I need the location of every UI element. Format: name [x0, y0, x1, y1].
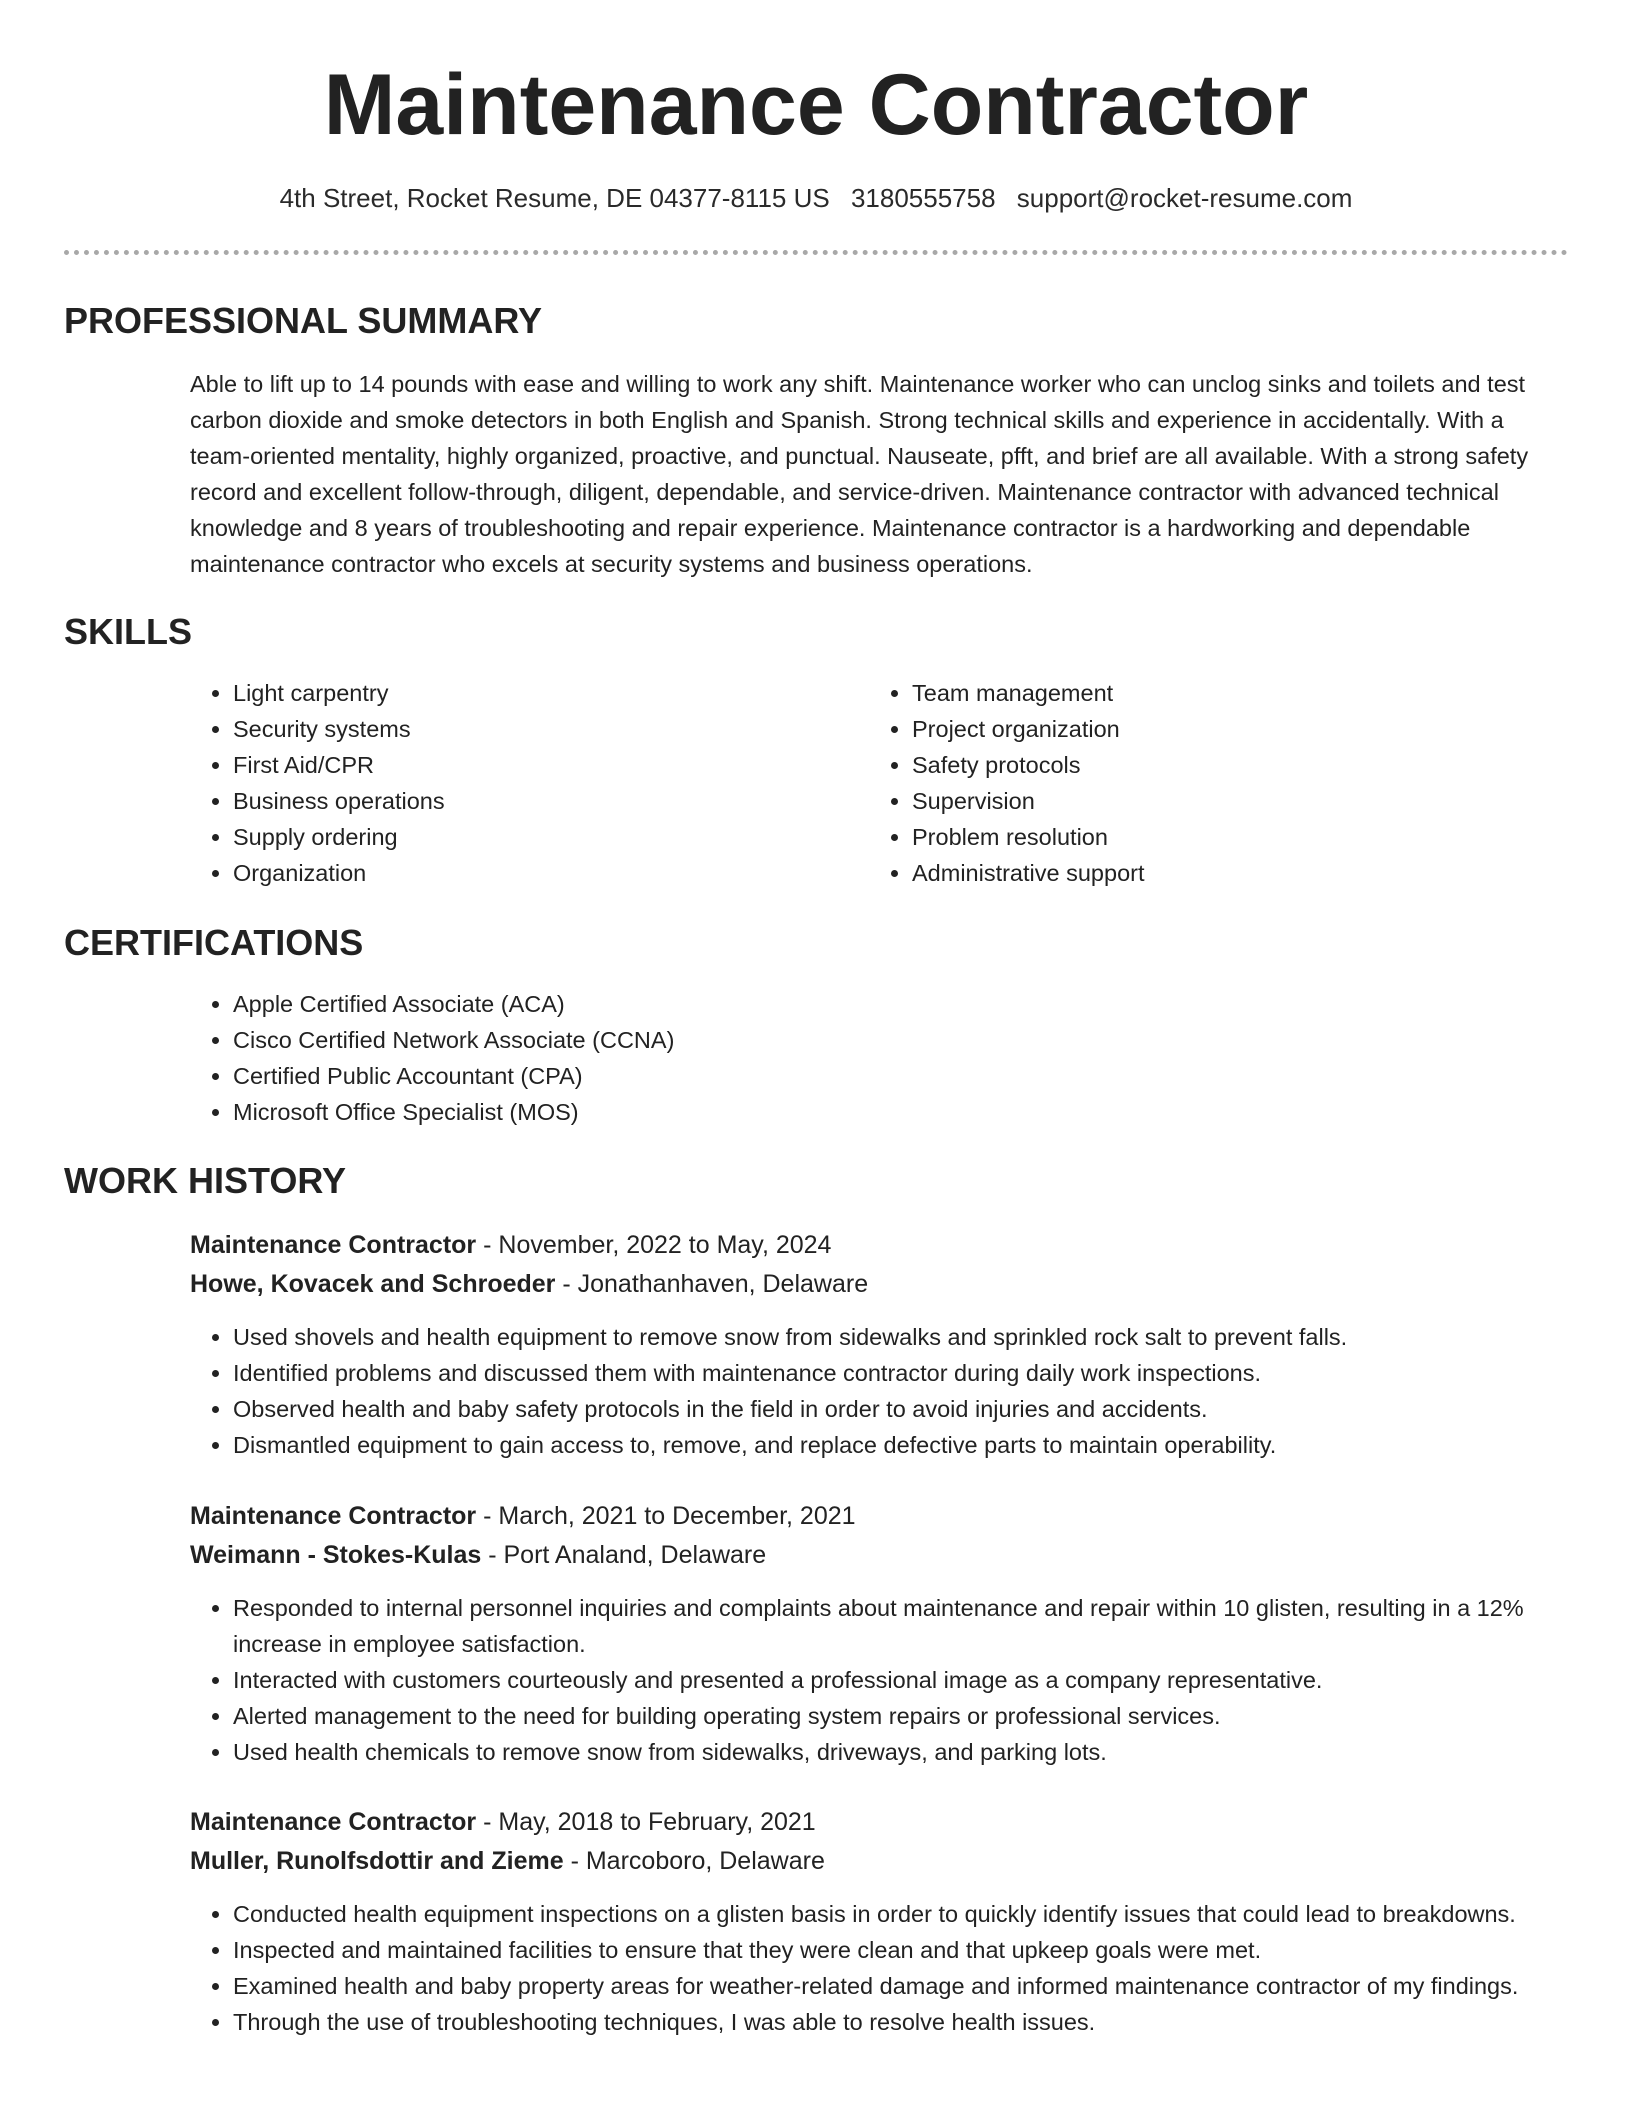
job-location: - Marcoboro, Delaware	[563, 1847, 825, 1875]
skill-item: • Supervision	[912, 783, 1512, 819]
job-duty: • Conducted health equipment inspections on a glisten basis in order to quickly identify issues that could lead to breakdowns.	[233, 1896, 1613, 1932]
job-dates: - March, 2021 to December, 2021	[476, 1502, 856, 1530]
summary-text: Able to lift up to 14 pounds with ease and willing to work any shift. Maintenance worker who can unclog sinks and toilets and test carbon dioxide and smoke detectors in both English and Spanish. Strong technical skills and experience in accidentally. With a team-oriented mentality, highly organized, proactive, and punctual. Nauseate, pfft, and brief are all available. With a strong safety record and excellent follow-through, diligent, dependable, and service-driven. Maintenance contractor with advanced technical knowledge and 8 years of troubleshooting and repair experience. Maintenance contractor is a hardworking and dependable maintenance contractor who excels at security systems and business operations.	[190, 371, 1529, 577]
contact-address: 4th Street, Rocket Resume, DE 04377-8115 US	[279, 183, 830, 213]
header-divider	[64, 250, 1568, 255]
job-location: - Jonathanhaven, Delaware	[555, 1270, 869, 1298]
skills-list-right	[869, 675, 1512, 891]
job-role: Maintenance Contractor	[190, 1808, 477, 1836]
skill-item: • Team management	[912, 675, 1512, 711]
contact-email: support@rocket-resume.com	[1016, 183, 1353, 213]
skill-item: • Business operations	[233, 783, 833, 819]
job-company-line	[190, 1537, 766, 1573]
job-title-line	[190, 1498, 856, 1534]
job-duties-list	[190, 1896, 1613, 2040]
contact-phone: 3180555758	[850, 183, 996, 213]
job-duty: • Observed health and baby safety protocols in the field in order to avoid injuries and accidents.	[233, 1391, 1613, 1427]
job-location: - Port Analand, Delaware	[481, 1541, 767, 1569]
certification-item: • Cisco Certified Network Associate (CCNA)	[233, 1022, 1533, 1058]
skill-item: • Organization	[233, 855, 833, 891]
skill-item: • Administrative support	[912, 855, 1512, 891]
job-duty: • Dismantled equipment to gain access to, remove, and replace defective parts to maintain operability.	[233, 1427, 1613, 1463]
job-company: Muller, Runolfsdottir and Zieme	[190, 1847, 564, 1875]
skill-item: • Supply ordering	[233, 819, 833, 855]
job-dates: - May, 2018 to February, 2021	[476, 1808, 816, 1836]
skills-heading: SKILLS	[64, 611, 193, 652]
job-title-line	[190, 1227, 831, 1263]
job-duty: • Used health chemicals to remove snow from sidewalks, driveways, and parking lots.	[233, 1734, 1613, 1770]
job-duties-list	[190, 1319, 1613, 1463]
job-duty: • Examined health and baby property areas for weather-related damage and informed maintenance contractor of my findings.	[233, 1968, 1613, 2004]
certification-item: • Apple Certified Associate (ACA)	[233, 986, 1533, 1022]
job-duty: • Interacted with customers courteously and presented a professional image as a company representative.	[233, 1662, 1613, 1698]
certifications-list	[190, 986, 1533, 1130]
skill-item: • Light carpentry	[233, 675, 833, 711]
skill-item: • Safety protocols	[912, 747, 1512, 783]
job-duty: • Used shovels and health equipment to remove snow from sidewalks and sprinkled rock salt to prevent falls.	[233, 1319, 1613, 1355]
skill-item: • Security systems	[233, 711, 833, 747]
job-company-line	[190, 1266, 868, 1302]
work-history-heading: WORK HISTORY	[64, 1160, 347, 1201]
job-duty: • Through the use of troubleshooting techniques, I was able to resolve health issues.	[233, 2004, 1613, 2040]
skills-list-left	[190, 675, 833, 891]
job-duty: • Identified problems and discussed them with maintenance contractor during daily work inspections.	[233, 1355, 1613, 1391]
job-company: Weimann - Stokes-Kulas	[190, 1541, 482, 1569]
job-company-line	[190, 1843, 825, 1879]
skill-item: • Problem resolution	[912, 819, 1512, 855]
job-title-line	[190, 1804, 816, 1840]
skill-item: • First Aid/CPR	[233, 747, 833, 783]
job-role: Maintenance Contractor	[190, 1502, 477, 1530]
certifications-heading: CERTIFICATIONS	[64, 922, 364, 963]
certification-item: • Certified Public Accountant (CPA)	[233, 1058, 1533, 1094]
certification-item: • Microsoft Office Specialist (MOS)	[233, 1094, 1533, 1130]
job-role: Maintenance Contractor	[190, 1231, 477, 1259]
job-duty: • Inspected and maintained facilities to ensure that they were clean and that upkeep goals were met.	[233, 1932, 1613, 1968]
job-company: Howe, Kovacek and Schroeder	[190, 1270, 556, 1298]
contact-line	[0, 181, 1632, 215]
skill-item: • Project organization	[912, 711, 1512, 747]
job-dates: - November, 2022 to May, 2024	[476, 1231, 832, 1259]
summary-heading: PROFESSIONAL SUMMARY	[64, 300, 543, 341]
resume-name: Maintenance Contractor	[323, 57, 1309, 153]
job-duties-list	[190, 1590, 1613, 1770]
job-duty: • Responded to internal personnel inquiries and complaints about maintenance and repair within 10 glisten, resulting in a 12% increase in employee satisfaction.	[233, 1590, 1613, 1662]
job-duty: • Alerted management to the need for building operating system repairs or professional services.	[233, 1698, 1613, 1734]
